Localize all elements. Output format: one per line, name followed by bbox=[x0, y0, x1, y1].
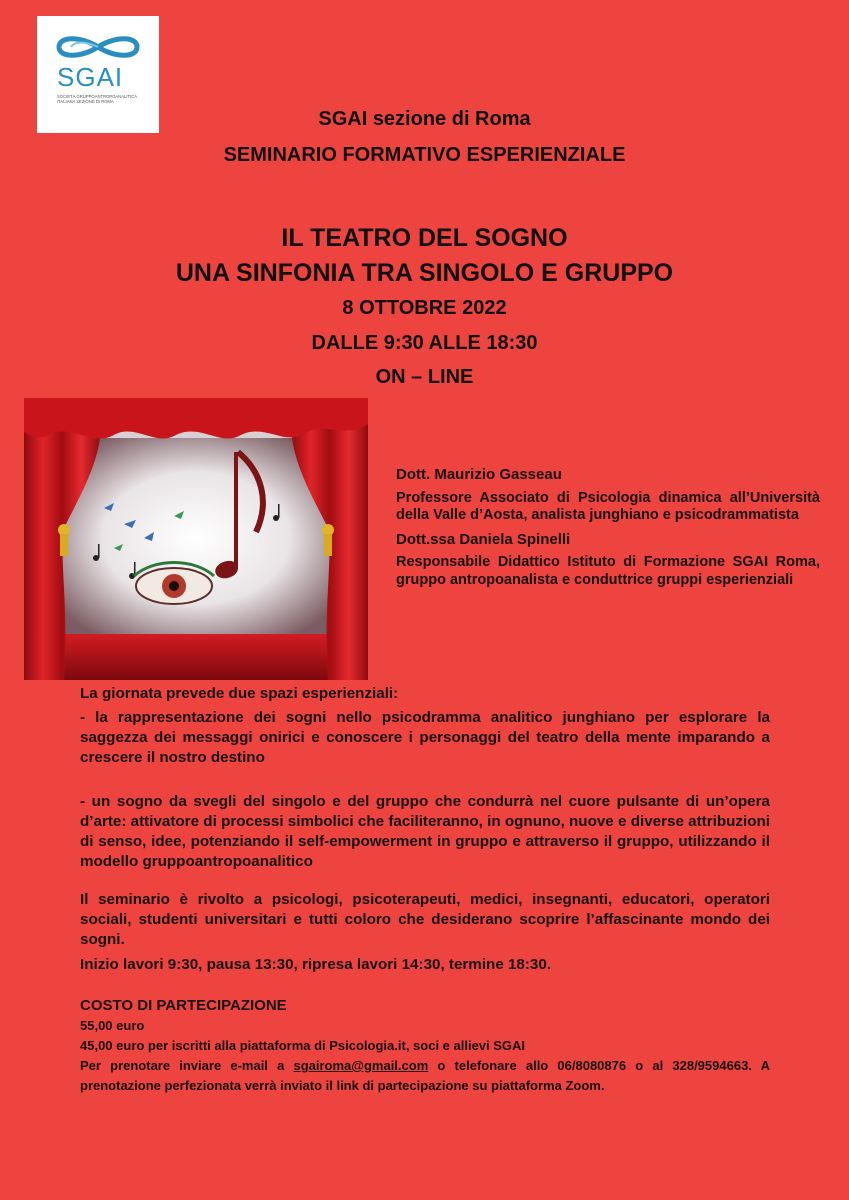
cost-title: COSTO DI PARTECIPAZIONE bbox=[80, 997, 287, 1014]
seminar-type: SEMINARIO FORMATIVO ESPERIENZIALE bbox=[223, 144, 626, 166]
cost-section bbox=[80, 996, 770, 1096]
event-date: 8 OTTOBRE 2022 bbox=[342, 297, 507, 319]
event-time: DALLE 9:30 ALLE 18:30 bbox=[311, 332, 538, 354]
speaker-name: Dott.ssa Daniela Spinelli bbox=[396, 530, 571, 548]
event-title: IL TEATRO DEL SOGNO bbox=[281, 224, 568, 252]
logo-subtitle: SOCIETÀ GRUPPOANTROPOANALITICA ITALIANA SEZIONE DI ROMA bbox=[57, 94, 137, 104]
program-item-1: - la rappresentazione dei sogni nello psicodramma analitico junghiano per esplorare la saggezza dei messaggi onirici e conoscere i personaggi del teatro della mente imparando a crescere il nostro destino bbox=[80, 709, 770, 766]
program-intro: La giornata prevede due spazi esperienziali: bbox=[80, 685, 399, 702]
program-item-2: - un sogno da svegli del singolo e del gruppo che condurrà nel cuore pulsante di un’opera d’arte: attivatore di processi simbolici che faciliteranno, in ognuno, nuove e diverse attribuzioni di senso, idee, potenziando il self-empowerment in gruppo e attraverso il gruppo, utilizzando il modello gruppoantropoanalitico bbox=[80, 793, 770, 870]
email-link[interactable]: sgairoma@gmail.com bbox=[293, 1058, 429, 1073]
infinity-logo-icon bbox=[51, 32, 145, 62]
event-mode: ON – LINE bbox=[375, 366, 474, 388]
booking-text-pre: Per prenotare inviare e-mail a bbox=[80, 1058, 294, 1073]
speaker-description: Responsabile Didattico Istituto di Formazione SGAI Roma, gruppo antropoanalista e conduttrice gruppi esperienziali bbox=[396, 554, 820, 588]
speaker-name: Dott. Maurizio Gasseau bbox=[396, 466, 562, 483]
speaker-description: Professore Associato di Psicologia dinamica all’Università della Valle d’Aosta, analista junghiano e psicodrammatista bbox=[396, 489, 820, 523]
audience-text: Il seminario è rivolto a psicologi, psicoterapeuti, medici, insegnanti, educatori, operatori sociali, studenti universitari e tutti coloro che desiderano scoprire l’affascinante mondo dei sogni. bbox=[80, 891, 770, 948]
booking-text-post: o telefonare allo 06/8080876 o al 328/9594663. A prenotazione perfezionata verrà inviato il link di partecipazione su piattaforma Zoom. bbox=[80, 1058, 770, 1093]
logo-wordmark: SGAI bbox=[57, 62, 124, 92]
event-subtitle: UNA SINFONIA TRA SINGOLO E GRUPPO bbox=[175, 259, 674, 287]
booking-info bbox=[80, 1056, 770, 1096]
section-label: SGAI sezione di Roma bbox=[318, 108, 531, 130]
theater-stage-image bbox=[24, 398, 368, 680]
schedule-text: Inizio lavori 9:30, pausa 13:30, ripresa lavori 14:30, termine 18:30. bbox=[80, 956, 552, 973]
price-discounted: 45,00 euro per iscritti alla piattaforma di Psicologia.it, soci e allievi SGAI bbox=[80, 1038, 526, 1053]
price-standard: 55,00 euro bbox=[80, 1018, 145, 1033]
speakers-section bbox=[396, 466, 820, 589]
